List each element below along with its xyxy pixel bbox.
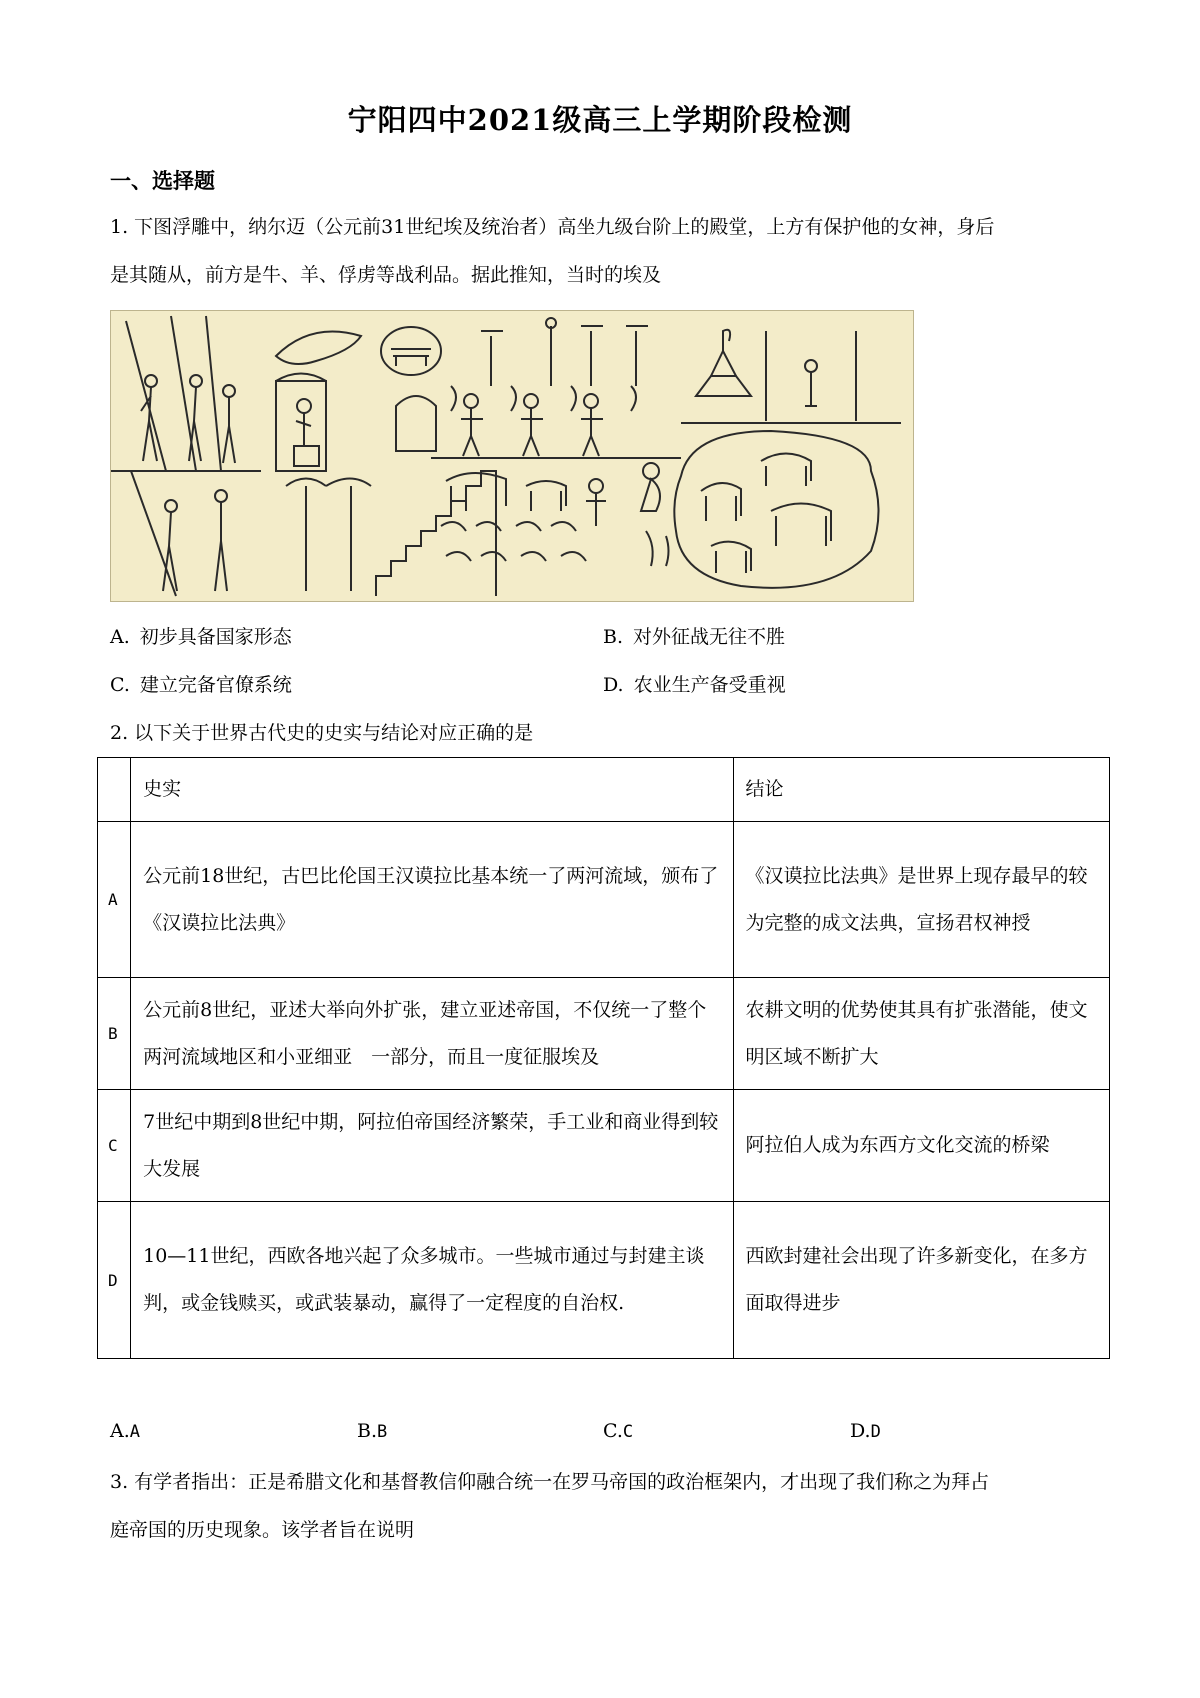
q2-answer-a-value: A	[129, 1422, 141, 1442]
q3-stem-line1: 3. 有学者指出：正是希腊文化和基督教信仰融合统一在罗马帝国的政治框架内，才出现了我们称之为拜占	[110, 1471, 990, 1493]
q2-stem: 2. 以下关于世界古代史的史实与结论对应正确的是	[110, 722, 534, 744]
row-letter: B	[98, 978, 131, 1090]
q1-option-b-text: 对外征战无往不胜	[633, 626, 786, 648]
q1-option-d[interactable]	[603, 670, 786, 697]
q2-answer-c[interactable]	[603, 1420, 633, 1442]
table-row	[98, 1202, 1110, 1359]
table-header-fact: 史实	[131, 758, 733, 822]
table-row	[98, 1090, 1110, 1202]
section-heading: 一、选择题	[110, 168, 215, 193]
q3-stem-line2: 庭帝国的历史现象。该学者旨在说明	[110, 1519, 415, 1541]
row-conclusion: 《汉谟拉比法典》是世界上现存最早的较为完整的成文法典，宣扬君权神授	[733, 822, 1110, 978]
q1-stem-line1: 1. 下图浮雕中，纳尔迈（公元前31世纪埃及统治者）高坐九级台阶上的殿堂，上方有保护他的女神，身后	[110, 216, 995, 238]
q2-answer-d-label: D.	[850, 1420, 871, 1442]
q1-option-a-label: A.	[110, 626, 130, 648]
row-fact: 7世纪中期到8世纪中期，阿拉伯帝国经济繁荣，手工业和商业得到较大发展	[131, 1090, 733, 1202]
row-fact: 公元前8世纪，亚述大举向外扩张，建立亚述帝国，不仅统一了整个两河流域地区和小亚细亚 一部分，而且一度征服埃及	[131, 978, 733, 1090]
q1-option-b-label: B.	[603, 626, 624, 648]
row-conclusion: 农耕文明的优势使其具有扩张潜能，使文明区域不断扩大	[733, 978, 1110, 1090]
q2-answer-d[interactable]	[850, 1420, 881, 1442]
row-conclusion: 西欧封建社会出现了许多新变化，在多方面取得进步	[733, 1202, 1110, 1359]
table-row	[98, 978, 1110, 1090]
q2-answer-c-value: C	[622, 1422, 634, 1442]
table-corner-cell	[98, 758, 131, 822]
q1-option-a-text: 初步具备国家形态	[139, 626, 292, 648]
q1-option-d-label: D.	[603, 674, 624, 696]
q1-option-c-label: C.	[110, 674, 130, 696]
row-fact: 公元前18世纪，古巴比伦国王汉谟拉比基本统一了两河流域，颁布了《汉谟拉比法典》	[131, 822, 733, 978]
q2-answer-a[interactable]	[110, 1420, 140, 1442]
q2-answer-a-label: A.	[110, 1420, 130, 1442]
narmer-relief-image	[110, 310, 914, 602]
table-row	[98, 822, 1110, 978]
q1-option-c-text: 建立完备官僚系统	[139, 674, 292, 696]
q2-answer-b[interactable]	[357, 1420, 387, 1442]
q2-answer-d-value: D	[870, 1422, 881, 1442]
table-header-conclusion: 结论	[733, 758, 1110, 822]
q2-answer-b-value: B	[377, 1422, 388, 1442]
row-letter: C	[98, 1090, 131, 1202]
q1-stem-line2: 是其随从，前方是牛、羊、俘虏等战利品。据此推知，当时的埃及	[110, 264, 662, 286]
table-header-row	[98, 758, 1110, 822]
row-conclusion: 阿拉伯人成为东西方文化交流的桥梁	[733, 1090, 1110, 1202]
q1-option-d-text: 农业生产备受重视	[633, 674, 786, 696]
q2-answer-c-label: C.	[603, 1420, 623, 1442]
row-fact: 10—11世纪，西欧各地兴起了众多城市。一些城市通过与封建主谈判，或金钱赎买，或武装暴动，赢得了一定程度的自治权.	[131, 1202, 733, 1359]
page-title: 宁阳四中2021级高三上学期阶段检测	[347, 103, 853, 137]
q1-option-a[interactable]	[110, 622, 292, 649]
history-table	[97, 757, 1110, 1359]
row-letter: A	[98, 822, 131, 978]
q1-option-c[interactable]	[110, 670, 292, 697]
q1-option-b[interactable]	[603, 622, 785, 649]
q2-answer-b-label: B.	[357, 1420, 378, 1442]
row-letter: D	[98, 1202, 131, 1359]
